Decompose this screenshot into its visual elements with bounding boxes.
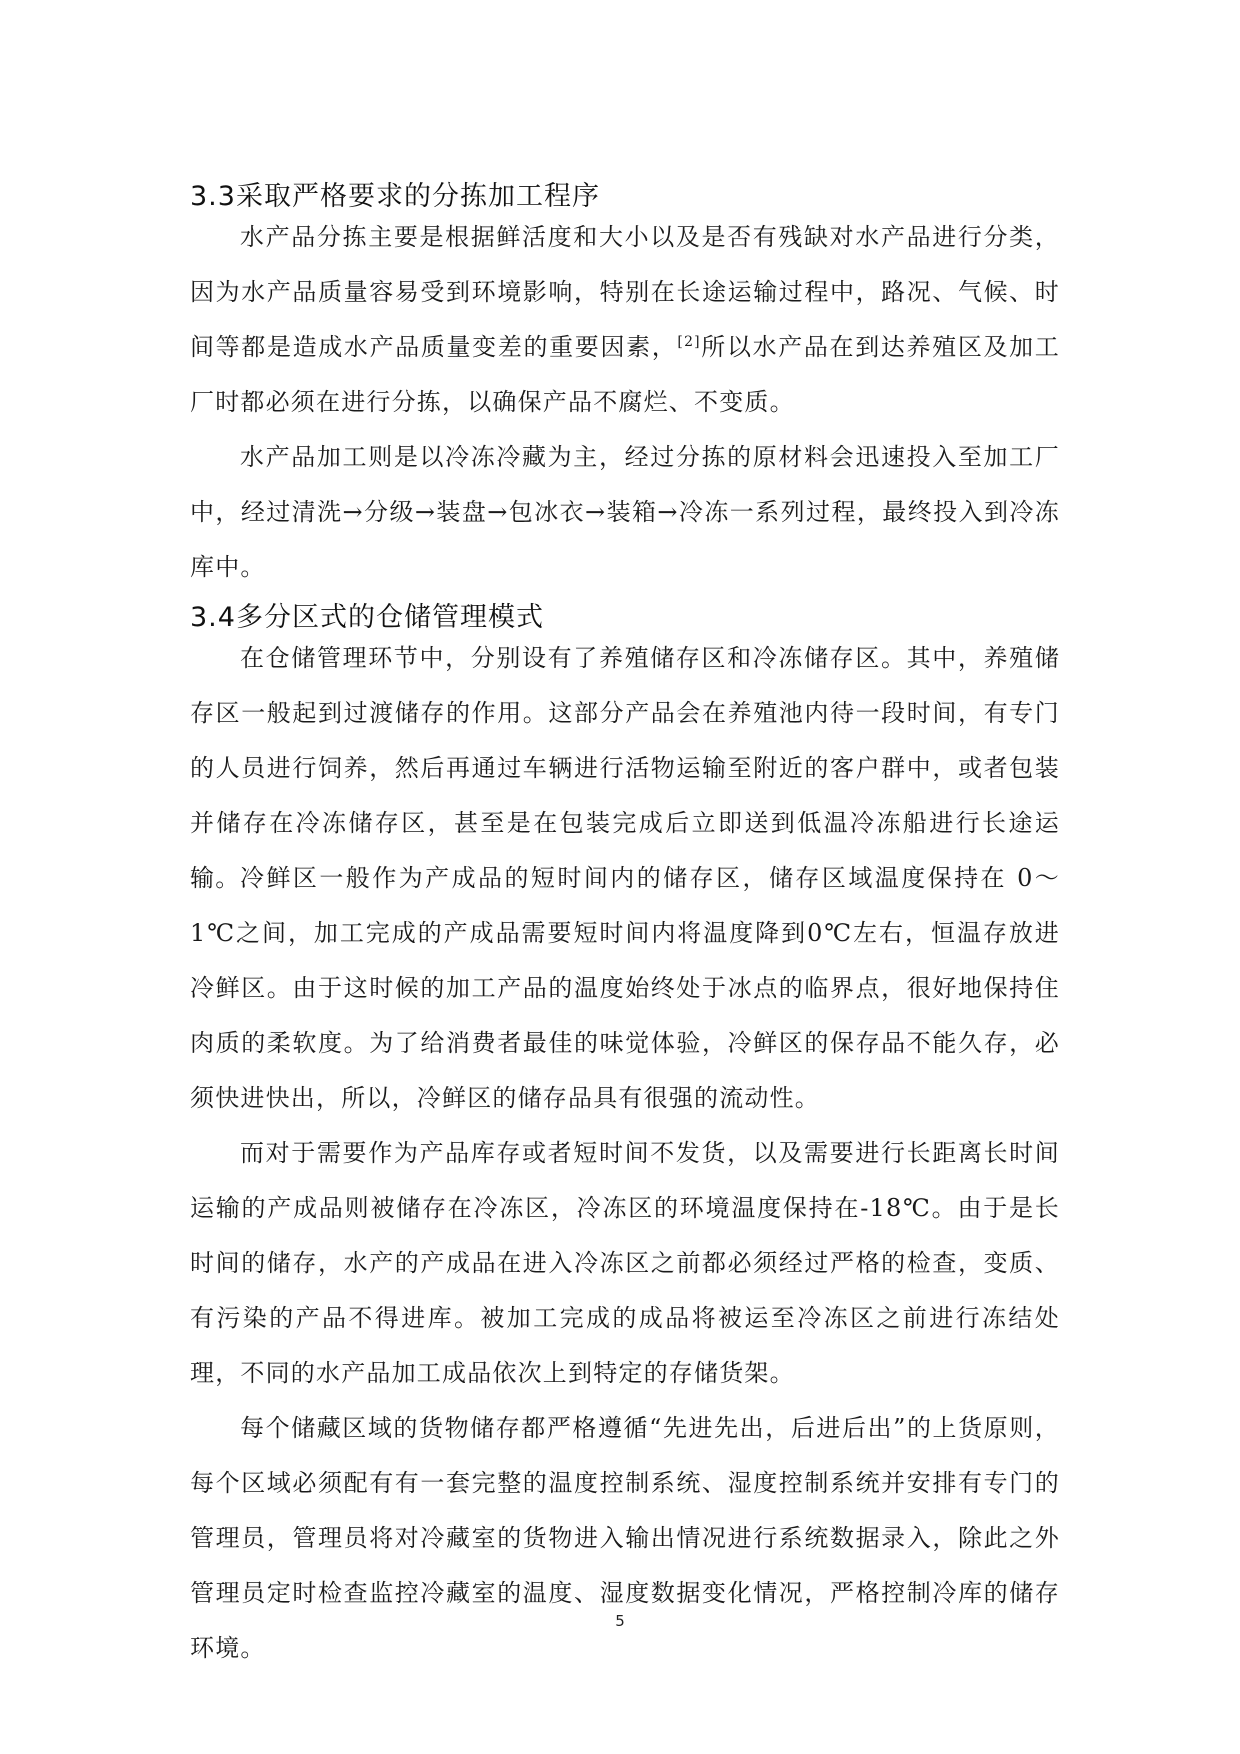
section-3-4-paragraph-1: 在仓储管理环节中，分别设有了养殖储存区和冷冻储存区。其中，养殖储存区一般起到过渡储存的作用。这部分产品会在养殖池内待一段时间，有专门的人员进行饲养，然后再通过车辆进行活物运输至附近的客户群中，或者包装并储存在冷冻储存区，甚至是在包装完成后立即送到低温冷冻船进行长途运输。 xyxy=(190,644,1060,892)
section-3-4-paragraph-2: 冷鲜区一般作为产成品的短时间内的储存区，储存区域温度保持在 0～1℃之间，加工完成的产成品需要短时间内将温度降到0℃左右，恒温存放进冷鲜区。由于这时候的加工产品的温度始终处于冰点的临界点，很好地保持住肉质的柔软度。为了给消费者最佳的味觉体验，冷鲜区的保存品不能久存，必须快进快出，所以，冷鲜区的储存品具有很强的流动性。 xyxy=(190,864,1060,1112)
section-3-4-paragraph-3: 而对于需要作为产品库存或者短时间不发货，以及需要进行长距离长时间运输的产成品则被储存在冷冻区，冷冻区的环境温度保持在-18℃。由于是长时间的储存，水产的产成品在进入冷冻区之前都必须经过严格的检查，变质、有污染的产品不得进库。被加工完成的成品将被运至冷冻区之前进行冻结处理，不同的水产品加工成品依次上到特定的存储货架。 xyxy=(190,1139,1060,1387)
section-3-3-heading: 3.3采取严格要求的分拣加工程序 xyxy=(190,181,600,212)
citation-marker: [2] xyxy=(677,334,701,350)
section-3-4-heading: 3.4多分区式的仓储管理模式 xyxy=(190,602,544,633)
paragraph-text: 水产品分拣主要是根据鲜活度和大小以及是否有残缺对水产品进行分类，因为水产品质量容易受到环境影响，特别在长途运输过程中，路况、气候、时间等都是造成水产品质量变差的重要因素， xyxy=(190,223,1060,361)
section-3-3-paragraph-2: 水产品加工则是以冷冻冷藏为主，经过分拣的原材料会迅速投入至加工厂中，经过清洗→分级→装盘→包冰衣→装箱→冷冻一系列过程，最终投入到冷冻库中。 xyxy=(190,443,1060,581)
section-3-4-paragraph-4: 每个储藏区域的货物储存都严格遵循“先进先出，后进后出”的上货原则，每个区域必须配有有一套完整的温度控制系统、湿度控制系统并安排有专门的管理员，管理员将对冷藏室的货物进入输出情况进行系统数据录入，除此之外管理员定时检查监控冷藏室的温度、湿度数据变化情况，严格控制冷库的储存环境。 xyxy=(190,1414,1060,1662)
paragraph-text: 所以水产品在到达养殖区及加工厂时都必须在进行分拣，以确保产品不腐烂、不变质。 xyxy=(190,333,1060,416)
section-3-3-paragraph-1 xyxy=(190,210,1060,430)
page-number: 5 xyxy=(615,1612,625,1630)
